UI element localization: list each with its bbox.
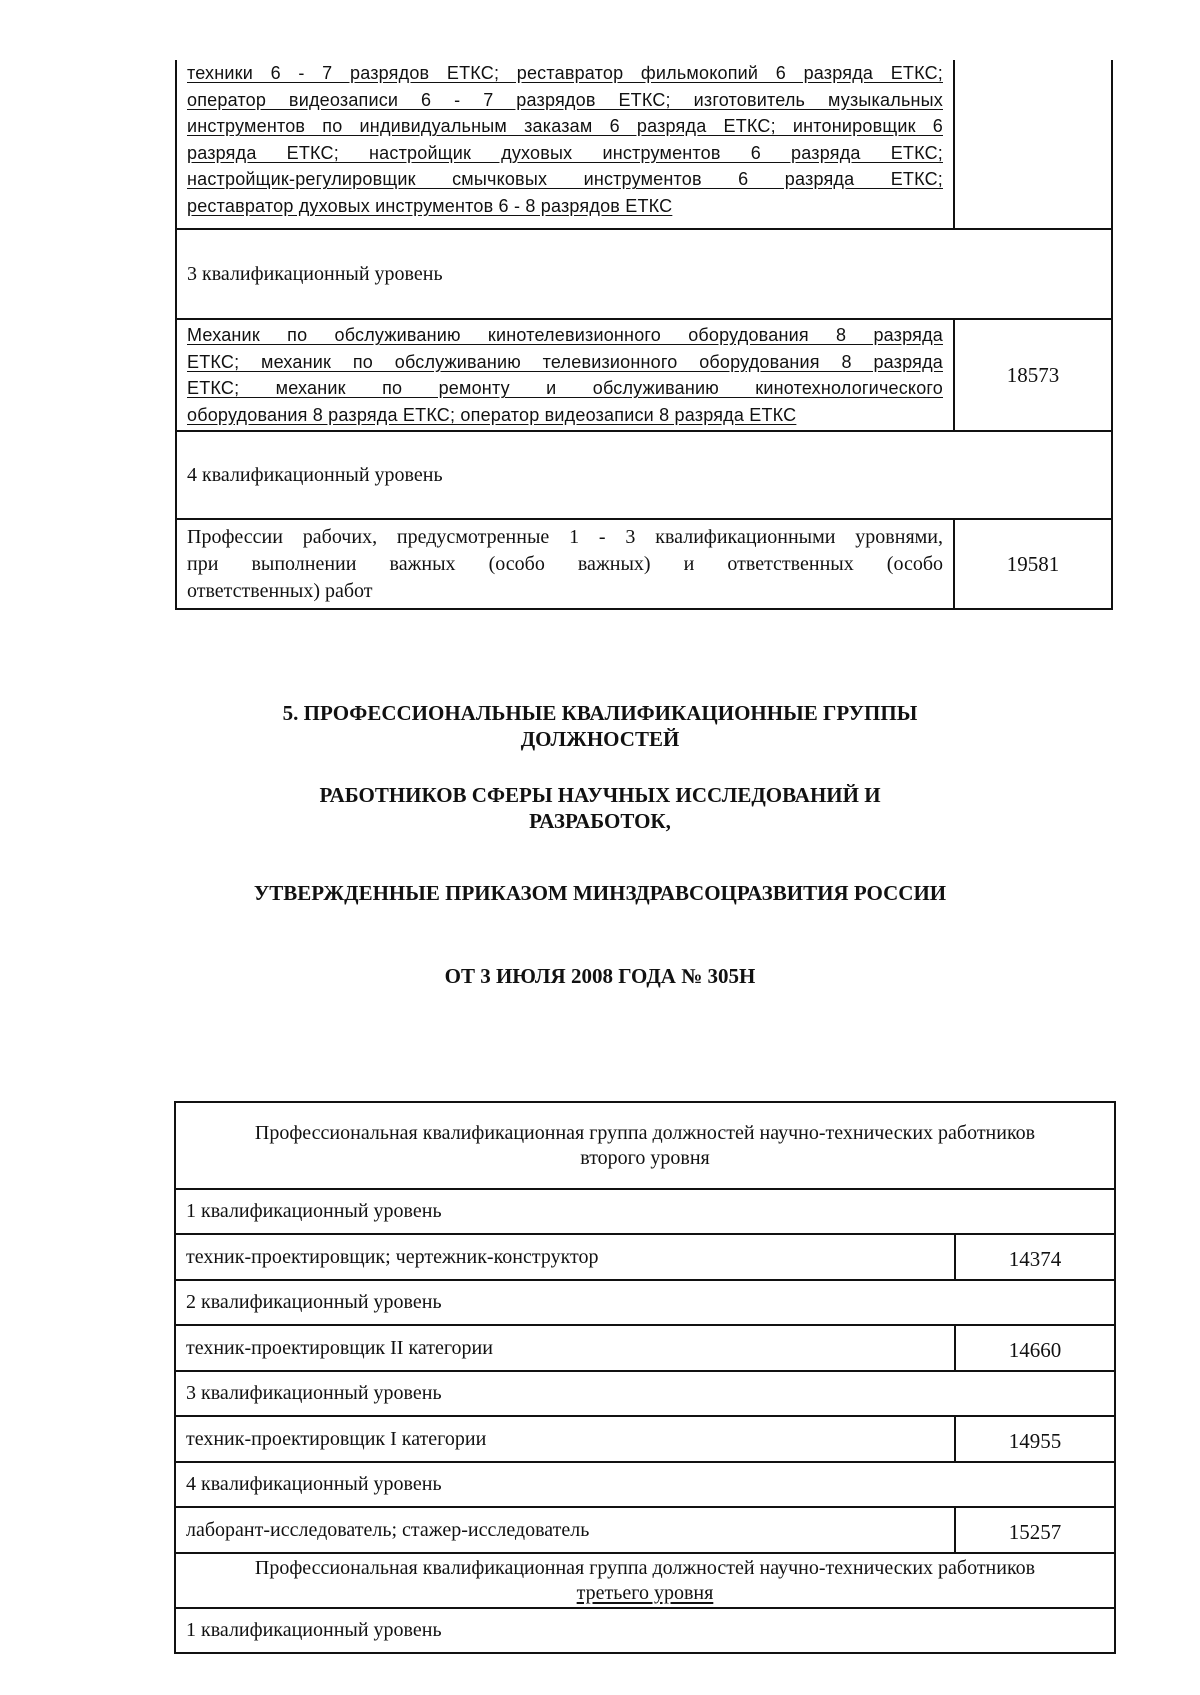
salary-cell [953, 60, 1111, 228]
text-line: инструментов по индивидуальным заказам 6 разряда ЕТКС; интонировщик 6 [187, 116, 943, 136]
table-row [176, 1508, 1114, 1554]
salary-cell: 18573 [953, 320, 1111, 430]
table-row [176, 1417, 1114, 1463]
text-line: оператор видеозаписи 6 - 7 разрядов ЕТКС; изготовитель музыкальных [187, 89, 943, 110]
table-row [176, 1326, 1114, 1372]
salary-cell: 14660 [954, 1326, 1114, 1370]
qualification-level: 3 квалификационный уровень [187, 262, 443, 285]
text-line: при выполнении важных (особо важных) и ответственных (особо [187, 553, 943, 575]
salary-cell: 14374 [954, 1235, 1114, 1279]
table-row [176, 1235, 1114, 1281]
qualification-level: 4 квалификационный уровень [187, 463, 443, 486]
qualification-level: 4 квалификационный уровень [186, 1473, 442, 1495]
section-subtitle [0, 782, 1200, 834]
salary-cell: 15257 [954, 1508, 1114, 1552]
section-title-line: 5. ПРОФЕССИОНАЛЬНЫЕ КВАЛИФИКАЦИОННЫЕ ГРУППЫ [282, 701, 918, 725]
table-row [175, 320, 1113, 432]
section-title-line: ДОЛЖНОСТЕЙ [520, 727, 680, 751]
profession-cell [177, 320, 953, 430]
approval-heading: УТВЕРЖДЕННЫЕ ПРИКАЗОМ МИНЗДРАВСОЦРАЗВИТИЯ РОССИИ [253, 881, 947, 905]
text-line: Профессии рабочих, предусмотренные 1 - 3 квалификационными уровнями, [187, 526, 943, 548]
table-row-group [176, 1554, 1114, 1609]
text-line: ЕТКС; механик по ремонту и обслуживанию кинотехнологического [187, 378, 943, 398]
table-row-level [175, 432, 1113, 520]
position-cell: техник-проектировщик II категории [186, 1336, 493, 1359]
group-header-line: третьего уровня [576, 1581, 714, 1604]
profession-cell [177, 60, 953, 228]
position-cell: техник-проектировщик I категории [186, 1427, 487, 1450]
table-row-level [176, 1281, 1114, 1326]
salary-table-top [175, 60, 1113, 610]
order-date-heading: ОТ 3 ИЮЛЯ 2008 ГОДА № 305Н [444, 964, 756, 988]
salary-cell: 19581 [953, 520, 1111, 608]
table-row-level [176, 1190, 1114, 1235]
table-row-level [176, 1609, 1114, 1654]
text-line: ответственных) работ [187, 580, 373, 602]
text-line: оборудования 8 разряда ЕТКС; оператор видеозаписи 8 разряда ЕТКС [187, 404, 797, 425]
table-row [175, 520, 1113, 610]
qualification-group-header [176, 1103, 1114, 1188]
table-row-level [175, 230, 1113, 320]
qualification-level: 2 квалификационный уровень [186, 1291, 442, 1313]
text-line: ЕТКС; механик по обслуживанию телевизионного оборудования 8 разряда [187, 351, 943, 372]
qualification-level: 1 квалификационный уровень [186, 1619, 442, 1641]
qualification-level: 1 квалификационный уровень [186, 1200, 442, 1222]
text-line: Механик по обслуживанию кинотелевизионного оборудования 8 разряда [187, 325, 943, 345]
qualification-group-header [176, 1554, 1114, 1607]
qualification-level: 3 квалификационный уровень [186, 1382, 442, 1404]
group-header-line: Профессиональная квалификационная группа должностей научно-технических работников [254, 1121, 1036, 1144]
text-line: разряда ЕТКС; настройщик духовых инструментов 6 разряда ЕТКС; [187, 142, 943, 163]
group-header-line: второго уровня [580, 1146, 710, 1169]
position-cell: лаборант-исследователь; стажер-исследователь [186, 1518, 590, 1541]
position-cell: техник-проектировщик; чертежник-конструктор [186, 1245, 599, 1268]
salary-table-bottom [174, 1101, 1116, 1654]
section-subtitle-line: РАЗРАБОТОК, [529, 809, 671, 833]
salary-cell: 14955 [954, 1417, 1114, 1461]
group-header-line: Профессиональная квалификационная группа должностей научно-технических работников [254, 1556, 1036, 1579]
section-title [0, 700, 1200, 752]
table-row-level [176, 1372, 1114, 1417]
section-subtitle-line: РАБОТНИКОВ СФЕРЫ НАУЧНЫХ ИССЛЕДОВАНИЙ И [319, 783, 881, 807]
table-row-level [176, 1463, 1114, 1508]
table-row [175, 60, 1113, 230]
text-line: настройщик-регулировщик смычковых инструментов 6 разряда ЕТКС; [187, 169, 943, 189]
text-line: техники 6 - 7 разрядов ЕТКС; реставратор фильмокопий 6 разряда ЕТКС; [187, 63, 943, 83]
table-row-group [176, 1103, 1114, 1190]
profession-cell [177, 520, 953, 608]
text-line: реставратор духовых инструментов 6 - 8 разрядов ЕТКС [187, 195, 673, 216]
